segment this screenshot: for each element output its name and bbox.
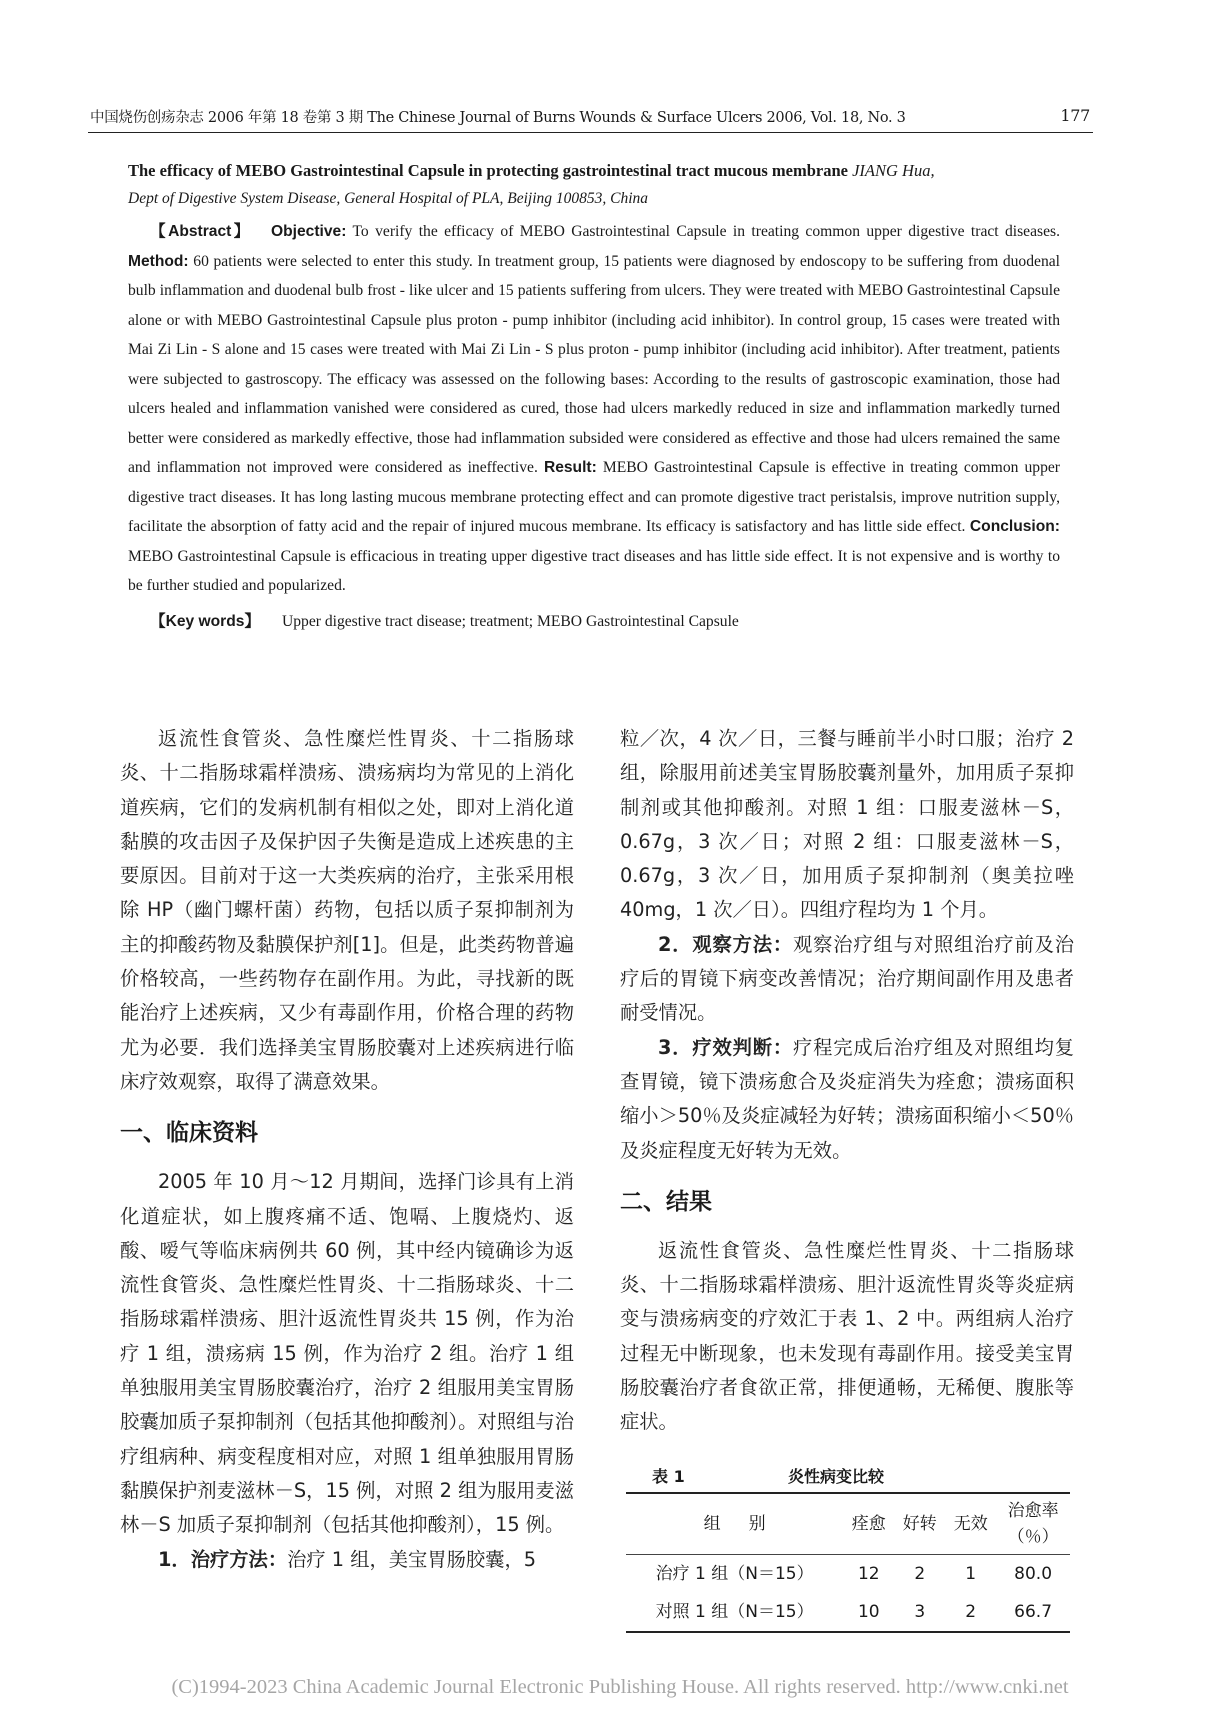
treatment-method-paragraph [120, 1543, 574, 1577]
efficacy-criteria-label: 3．疗效判断： [658, 1035, 794, 1059]
abstract-paragraph [128, 217, 1060, 601]
cell-rate: 80.0 [1014, 1563, 1053, 1584]
cell-ineffective: 2 [965, 1601, 977, 1622]
inflammation-comparison-table [626, 1492, 1070, 1633]
cell-improved: 3 [914, 1601, 926, 1622]
copyright-footer: (C)1994-2023 China Academic Journal Electronic Publishing House. All rights reserved. http://www.cnki.net [171, 1676, 1069, 1698]
table-number: 表 1 [652, 1466, 685, 1486]
treatment-method-text: 治疗 1 组，美宝胃肠胶囊，5 [287, 1547, 536, 1571]
affiliation: Dept of Digestive System Disease, General Hospital of PLA, Beijing 100853, China [128, 190, 649, 207]
treatment-method-label: 1．治疗方法： [158, 1547, 288, 1571]
header-cure-rate-label: 治愈率 [1007, 1500, 1059, 1521]
section-heading-results: 二、结果 [620, 1188, 712, 1215]
table-caption: 炎性病变比较 [788, 1466, 885, 1486]
keywords-label: 【Key words】 [150, 612, 261, 630]
table-header-row [626, 1493, 1070, 1555]
header-improved: 好转 [894, 1493, 945, 1555]
method-label: Method: [128, 252, 189, 270]
intro-paragraph: 返流性食管炎、急性糜烂性胃炎、十二指肠球炎、十二指肠球霜样溃疡、溃疡病均为常见的上消化道疾病，它们的发病机制有相似之处，即对上消化道黏膜的攻击因子及保护因子失衡是造成上述疾患的主要原因。目前对于这一大类疾病的治疗，主张采用根除 HP（幽门螺杆菌）药物，包括以质子泵抑制剂为主的抑酸药物及黏膜保护剂[1]。但是，此类药物普遍价格较高，一些药物存在副作用。为此，寻找新的既能治疗上述疾病，又少有毒副作用，价格合理的药物尤为必要．我们选择美宝胃肠胶囊对上述疾病进行临床疗效观察，取得了满意效果。 [120, 727, 574, 1093]
english-title-line [128, 157, 1060, 185]
cell-group: 治疗 1 组（N＝15） [655, 1563, 814, 1584]
objective-text: To verify the efficacy of MEBO Gastrointestinal Capsule in treating common upper digestive tract diseases. [352, 223, 1060, 240]
result-text: MEBO Gastrointestinal Capsule is effective in treating common upper digestive tract diseases. It has long lasting mucous membrane protecting effect and can promote digestive tract peristalsis, improve nutrition supply, facilitate the absorption of fatty acid and the repair of injured mucous membrane. Its efficacy is satisfactory and has little side effect. [128, 459, 1060, 535]
observation-method-text: 观察治疗组与对照组治疗前及治疗后的胃镜下病变改善情况；治疗期间副作用及患者耐受情况。 [620, 932, 1075, 1025]
header-cure-rate-unit: （％） [1007, 1526, 1059, 1547]
objective-label: Objective: [271, 223, 347, 240]
cell-ineffective: 1 [965, 1563, 977, 1584]
conclusion-label: Conclusion: [969, 518, 1060, 535]
header-rule [88, 132, 1093, 133]
abstract-label: 【Abstract】 [150, 223, 252, 240]
method-text: 60 patients were selected to enter this study. In treatment group, 15 patients were diagnosed by endoscopy to be suffering from duodenal bulb inflammation and duodenal bulb frost - like ulcer and 15 patients suffering from ulcers. They were treated with MEBO Gastrointestinal Capsule alone or with MEBO Gastrointestinal Capsule plus proton - pump inhibitor (including acid inhibitor). In control group, 15 cases were treated with Mai Zi Lin - S alone and 15 cases were treated with Mai Zi Lin - S plus proton - pump inhibitor (including acid inhibitor). After treatment, patients were subjected to gastroscopy. The efficacy was assessed on the following bases: According to the results of gastroscopic examination, those had ulcers healed and inflammation vanished were considered as cured, those had ulcers markedly reduced in size and inflammation markedly turned better were considered as markedly effective, those had inflammation subsided were considered as effective and those had ulcers remained the same and inflammation not improved were considered as ineffective. [128, 252, 1061, 476]
cell-cured: 12 [857, 1563, 880, 1584]
results-paragraph: 返流性食管炎、急性糜烂性胃炎、十二指肠球炎、十二指肠球霜样溃疡、胆汁返流性胃炎等炎症病变与溃疡病变的疗效汇于表 1、2 中。两组病人治疗过程无中断现象，也未发现有毒副作用。接受美宝胃肠胶囊治疗者食欲正常，排便通畅，无稀便、腹胀等症状。 [620, 1238, 1074, 1434]
table-title [620, 1458, 1074, 1492]
header-cure-rate [996, 1493, 1070, 1555]
section-heading-clinical-data: 一、临床资料 [120, 1120, 258, 1147]
cell-group: 对照 1 组（N＝15） [655, 1601, 814, 1622]
clinical-data-paragraph: 2005 年 10 月～12 月期间，选择门诊具有上消化道症状，如上腹疼痛不适、饱嗝、上腹烧灼、返酸、嗳气等临床病例共 60 例，其中经内镜确诊为返流性食管炎、急性糜烂性胃炎、十二指肠球炎、十二指肠球霜样溃疡、胆汁返流性胃炎共 15 例，作为治疗 1 组，溃疡病 15 例，作为治疗 2 组。治疗 1 组单独服用美宝胃肠胶囊治疗，治疗 2 组服用美宝胃肠胶囊加质子泵抑制剂（包括其他抑酸剂）。对照组与治疗组病种、病变程度相对应，对照 1 组单独服用胃肠黏膜保护剂麦滋林－S，15 例，对照 2 组为服用麦滋林－S 加质子泵抑制剂（包括其他抑酸剂），15 例。 [120, 1170, 574, 1537]
treatment-method-continued: 粒／次，4 次／日，三餐与睡前半小时口服；治疗 2 组，除服用前述美宝胃肠胶囊剂量外，加用质子泵抑制剂或其他抑酸剂。对照 1 组：口服麦滋林－S，0.67g，3 次／日；对照 2 组：口服麦滋林－S，0.67g，3 次／日，加用质子泵抑制剂（奥美拉唑 40mg，1 次／日）。四组疗程均为 1 个月。 [620, 727, 1074, 922]
header-ineffective: 无效 [945, 1493, 996, 1555]
keywords-text: Upper digestive tract disease; treatment; MEBO Gastrointestinal Capsule [281, 612, 739, 630]
table-row [626, 1593, 1070, 1632]
english-title: The efficacy of MEBO Gastrointestinal Capsule in protecting gastrointestinal tract mucous membrane [128, 161, 848, 180]
efficacy-criteria-paragraph [620, 1031, 1074, 1168]
page-number: 177 [1060, 106, 1090, 125]
running-head [90, 106, 1090, 130]
efficacy-criteria-text: 疗程完成后治疗组及对照组均复查胃镜，镜下溃疡愈合及炎症消失为痊愈；溃疡面积缩小＞50％及炎症减轻为好转；溃疡面积缩小＜50％及炎症程度无好转为无效。 [620, 1035, 1075, 1162]
header-cured: 痊愈 [843, 1493, 894, 1555]
left-column [120, 722, 574, 1577]
english-abstract [128, 157, 1060, 637]
header-group: 组别 [626, 1493, 843, 1555]
author-name: JIANG Hua, [852, 161, 935, 180]
journal-citation: 中国烧伤创疡杂志 2006 年第 18 卷第 3 期 The Chinese Journal of Burns Wounds & Surface Ulcers 2006, Vol. 18, No. 3 [90, 110, 906, 126]
keywords [128, 607, 1060, 637]
cell-rate: 66.7 [1014, 1601, 1053, 1622]
conclusion-text: MEBO Gastrointestinal Capsule is efficacious in treating upper digestive tract diseases and has little side effect. It is not expensive and is worthy to be further studied and popularized. [128, 547, 1060, 594]
result-label: Result: [543, 459, 597, 476]
cell-improved: 2 [914, 1563, 926, 1584]
table-row [626, 1554, 1070, 1593]
cell-cured: 10 [857, 1601, 880, 1622]
right-column [620, 722, 1074, 1633]
observation-method-label: 2．观察方法： [658, 932, 794, 956]
observation-method-paragraph [620, 928, 1074, 1031]
